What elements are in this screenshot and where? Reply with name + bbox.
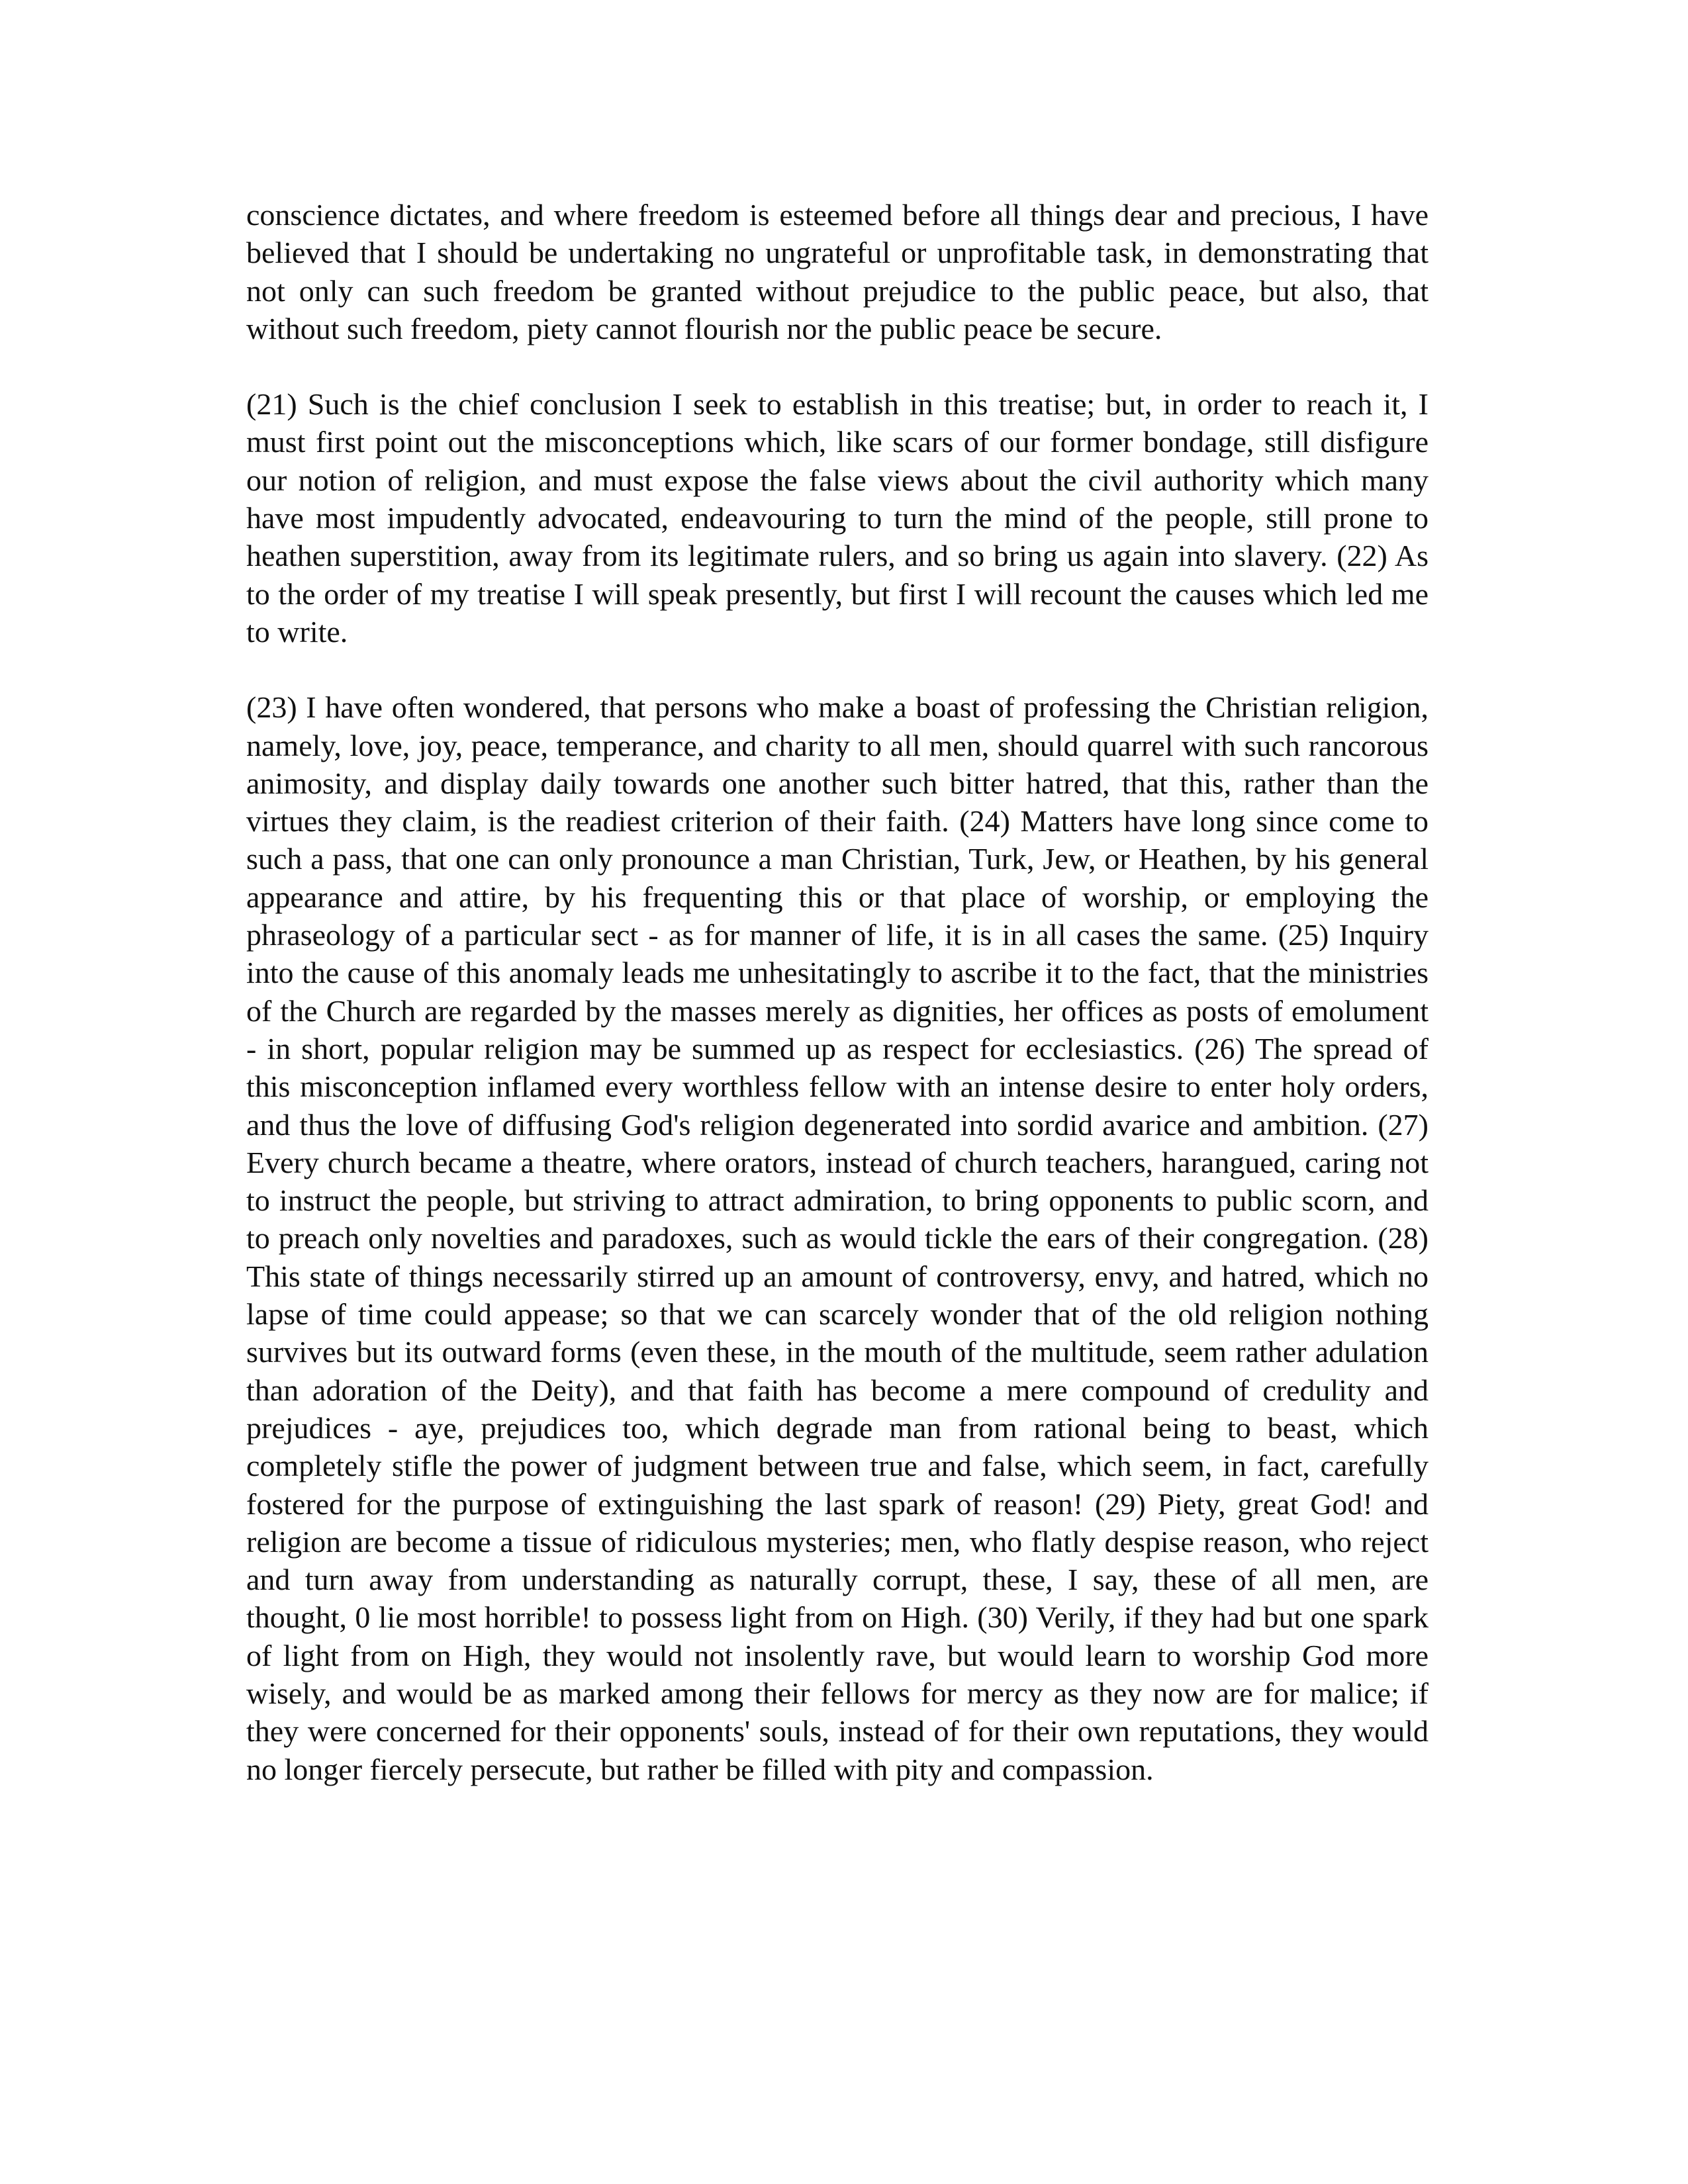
body-text	[246, 196, 1429, 1788]
paragraph-chief-conclusion: (21) Such is the chief conclusion I seek to establish in this treatise; but, in order to reach it, I must first point out the misconceptions which, like scars of our former bondage, still disfigure our notion of religion, and must expose the false views about the civil authority which many have most impudently advocated, endeavouring to turn the mind of the people, still prone to heathen superstition, away from its legitimate rulers, and so bring us again into slavery. (22) As to the order of my treatise I will speak presently, but first I will recount the causes which led me to write.	[246, 387, 1429, 649]
paragraph-freedom-conclusion: conscience dictates, and where freedom is esteemed before all things dear and precious, I have believed that I should be undertaking no ungrateful or unprofitable task, in demonstrating that not only can such freedom be granted without prejudice to the public peace, but also, that without such freedom, piety cannot flourish nor the public peace be secure.	[246, 198, 1429, 345]
paragraph-causes: (23) I have often wondered, that persons who make a boast of professing the Christian religion, namely, love, joy, peace, temperance, and charity to all men, should quarrel with such rancorous animosity, and display daily towards one another such bitter hatred, that this, rather than the virtues they claim, is the readiest criterion of their faith. (24) Matters have long since come to such a pass, that one can only pronounce a man Christian, Turk, Jew, or Heathen, by his general appearance and attire, by his frequenting this or that place of worship, or employing the phraseology of a particular sect - as for manner of life, it is in all cases the same. (25) Inquiry into the cause of this anomaly leads me unhesitatingly to ascribe it to the fact, that the ministries of the Church are regarded by the masses merely as dignities, her offices as posts of emolument - in short, popular religion may be summed up as respect for ecclesiastics. (26) The spread of this misconception inflamed every worthless fellow with an intense desire to enter holy orders, and thus the love of diffusing God's religion degenerated into sordid avarice and ambition. (27) Every church became a theatre, where orators, instead of church teachers, harangued, caring not to instruct the people, but striving to attract admiration, to bring opponents to public scorn, and to preach only novelties and paradoxes, such as would tickle the ears of their congregation. (28) This state of things necessarily stirred up an amount of controversy, envy, and hatred, which no lapse of time could appease; so that we can scarcely wonder that of the old religion nothing survives but its outward forms (even these, in the mouth of the multitude, seem rather adulation than adoration of the Deity), and that faith has become a mere compound of credulity and prejudices - aye, prejudices too, which degrade man from rational being to beast, which completely stifle the power of judgment between true and false, which seem, in fact, carefully fostered for the purpose of extinguishing the last spark of reason! (29) Piety, great God! and religion are become a tissue of ridiculous mysteries; men, who flatly despise reason, who reject and turn away from understanding as naturally corrupt, these, I say, these of all men, are thought, 0 lie most horrible! to possess light from on High. (30) Verily, if they had but one spark of light from on High, they would not insolently rave, but would learn to worship God more wisely, and would be as marked among their fellows for mercy as they now are for malice; if they were concerned for their opponents' souls, instead of for their own reputations, they would no longer fiercely persecute, but rather be filled with pity and compassion.	[246, 690, 1429, 1786]
